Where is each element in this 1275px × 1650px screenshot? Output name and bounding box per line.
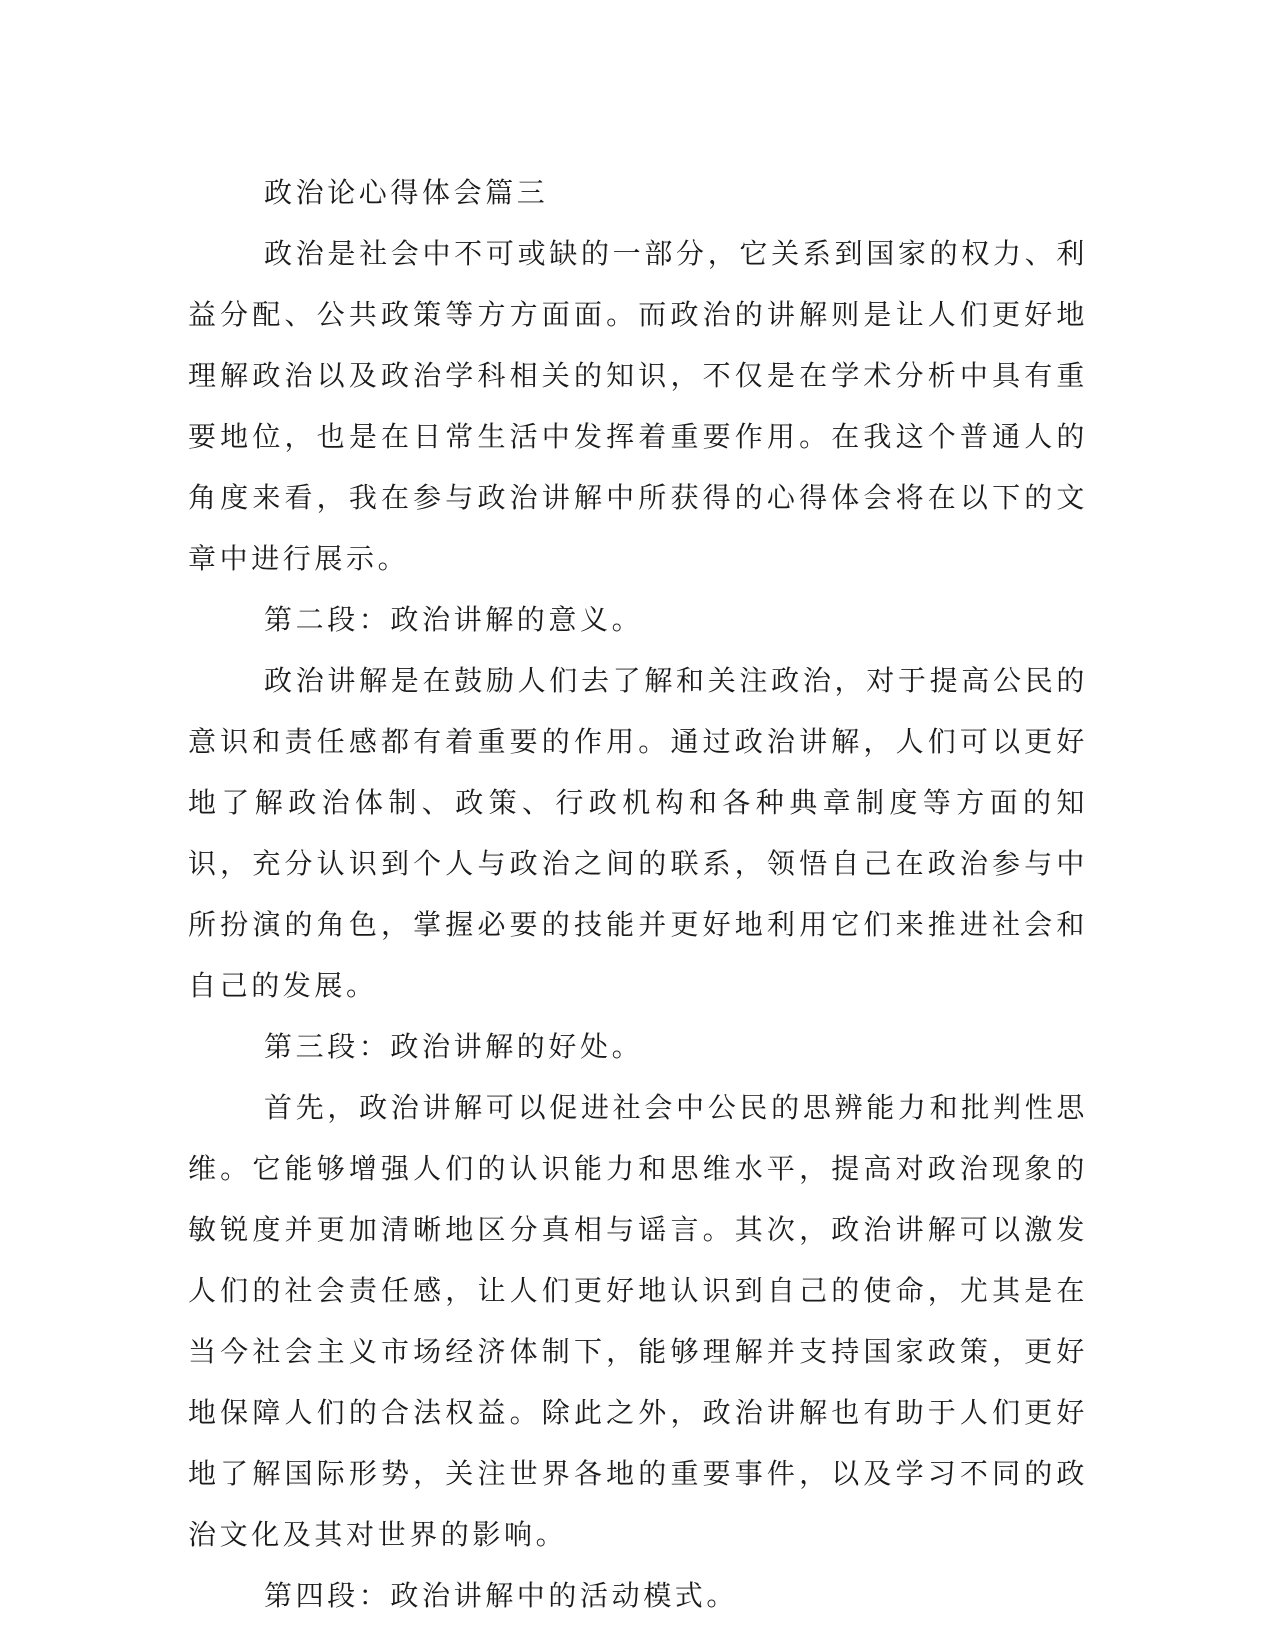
paragraph-significance: 政治讲解是在鼓励人们去了解和关注政治，对于提高公民的意识和责任感都有着重要的作用。通过政治讲解，人们可以更好地了解政治体制、政策、行政机构和各种典章制度等方面的知识，充分认识到个人与政治之间的联系，领悟自己在政治参与中所扮演的角色，掌握必要的技能并更好地利用它们来推进社会和自己的发展。 [188,664,1088,1002]
paragraph-benefits: 首先，政治讲解可以促进社会中公民的思辨能力和批判性思维。它能够增强人们的认识能力和思维水平，提高对政治现象的敏锐度并更加清晰地区分真相与谣言。其次，政治讲解可以激发人们的社会责任感，让人们更好地认识到自己的使命，尤其是在当今社会主义市场经济体制下，能够理解并支持国家政策，更好地保障人们的合法权益。除此之外，政治讲解也有助于人们更好地了解国际形势，关注世界各地的重要事件，以及学习不同的政治文化及其对世界的影响。 [188,1091,1088,1551]
document-body [188,162,1088,1626]
section-heading-4: 第四段：政治讲解中的活动模式。 [264,1579,739,1612]
section-heading-2: 第二段：政治讲解的意义。 [264,603,644,636]
document-title: 政治论心得体会篇三 [264,176,549,209]
paragraph-intro: 政治是社会中不可或缺的一部分，它关系到国家的权力、利益分配、公共政策等方方面面。而政治的讲解则是让人们更好地理解政治以及政治学科相关的知识，不仅是在学术分析中具有重要地位，也是在日常生活中发挥着重要作用。在我这个普通人的角度来看，我在参与政治讲解中所获得的心得体会将在以下的文章中进行展示。 [188,237,1088,575]
section-heading-3: 第三段：政治讲解的好处。 [264,1030,644,1063]
